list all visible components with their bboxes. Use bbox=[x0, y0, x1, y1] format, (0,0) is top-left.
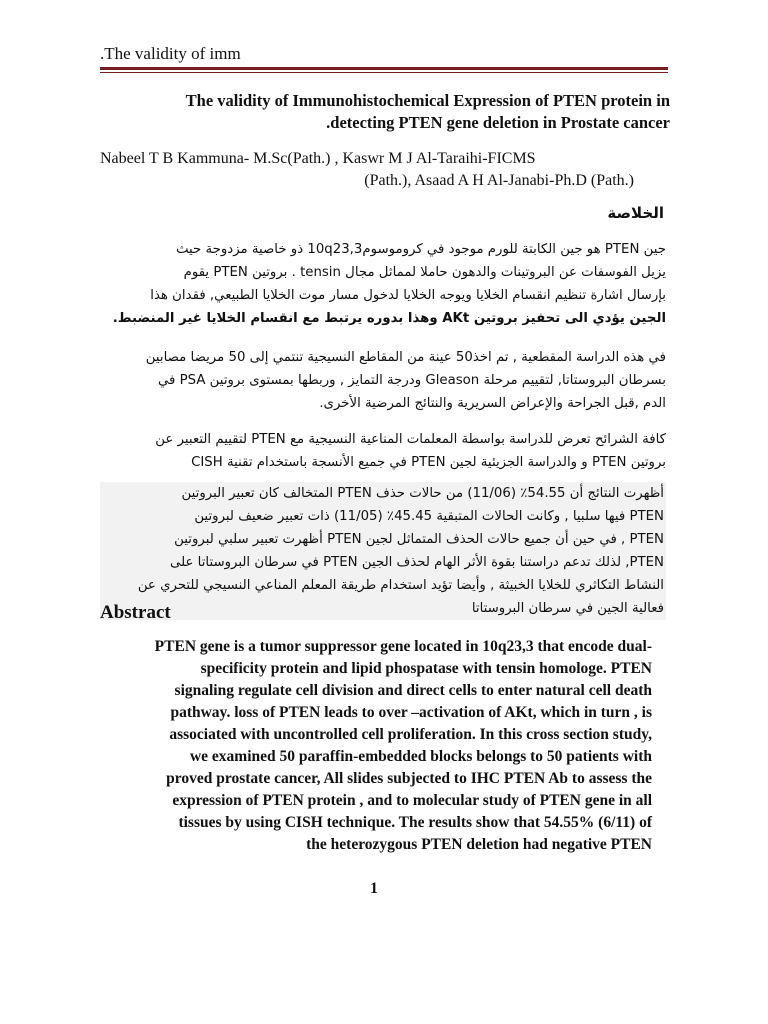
abstract-heading: Abstract bbox=[100, 602, 171, 623]
arabic-line: PTEN, لذلك تدعم دراستنا بقوة الأثر الهام لحذف الجين PTEN في سرطان البروستاتا على bbox=[170, 555, 664, 570]
arabic-line: الجين يؤدي الى تحفيز بروتين AKt وهذا بدوره يرتبط مع انقسام الخلايا غير المنضبط. bbox=[112, 311, 666, 326]
abstract-line: expression of PTEN protein , and to molecular study of PTEN gene in all bbox=[172, 792, 652, 809]
arabic-line: كافة الشرائح تعرض للدراسة بواسطة المعلمات المناعية النسيجية مع PTEN لتقييم التعبير عن bbox=[155, 432, 666, 447]
abstract-line: specificity protein and lipid phospatase with tensin homologe. PTEN bbox=[200, 660, 652, 677]
paper-title-line: The validity of Immunohistochemical Expression of PTEN protein in bbox=[185, 91, 670, 110]
author-list bbox=[100, 148, 670, 192]
arabic-line: PTEN فيها سلبيا , وكانت الحالات المتبقية 45.45٪ (11/05) ذات تعبير ضعيف لبروتين bbox=[194, 509, 664, 524]
arabic-line: PTEN , في حين أن جميع حالات الحذف المتماثل لجين PTEN أظهرت تعبير سلبي لبروتين bbox=[174, 532, 664, 547]
arabic-line: يزيل الفوسفات عن البروتينات والدهون حاملا لمماثل مجال tensin . بروتين PTEN يقوم bbox=[183, 265, 666, 280]
arabic-line: أظهرت النتائج أن 54.55٪ (11/06) من حالات حذف PTEN المتخالف كان تعبير البروتين bbox=[181, 486, 664, 501]
arabic-summary-heading: الخلاصة bbox=[607, 204, 664, 222]
arabic-paragraph-1 bbox=[100, 238, 666, 330]
abstract-body bbox=[100, 636, 652, 856]
running-header: .The validity of imm bbox=[100, 44, 241, 63]
abstract-line: proved prostate cancer, All slides subjected to IHC PTEN Ab to assess the bbox=[166, 770, 652, 787]
page-number: 1 bbox=[370, 880, 378, 897]
arabic-line: النشاط التكاثري للخلايا الخبيثة , وأيضا تؤيد استخدام طريقة المعلم المناعي النسيجي للتحري عن bbox=[137, 578, 664, 593]
header-rule-thin bbox=[100, 72, 668, 73]
abstract-line: associated with uncontrolled cell proliferation. In this cross section study, bbox=[169, 726, 652, 743]
arabic-paragraph-4-highlighted bbox=[100, 482, 666, 620]
arabic-line: بروتين PTEN و والدراسة الجزيئية لجين PTEN في جميع الأنسجة باستخدام تقنية CISH bbox=[191, 455, 666, 470]
abstract-line: pathway. loss of PTEN leads to over –activation of AKt, which in turn , is bbox=[170, 704, 652, 721]
abstract-line: tissues by using CISH technique. The results show that 54.55% (6/11) of bbox=[178, 814, 652, 831]
paper-title-line: .detecting PTEN gene deletion in Prostate cancer bbox=[326, 113, 670, 132]
author-line: Nabeel T B Kammuna- M.Sc(Path.) , Kaswr M J Al-Taraihi-FICMS bbox=[100, 150, 536, 167]
arabic-line: الدم ,قبل الجراحة والإعراض السريرية والنتائج المرضية الأخرى. bbox=[319, 396, 666, 411]
arabic-line: بسرطان البروستاتا, لتقييم مرحلة Gleason ودرجة التمايز , وربطها بمستوى بروتين PSA في bbox=[157, 373, 666, 388]
arabic-line: بإرسال اشارة تنظيم انقسام الخلايا ويوجه الخلايا لدخول مسار موت الخلايا الطبيعي, فقدان هذا bbox=[150, 288, 666, 303]
paper-title bbox=[100, 90, 670, 134]
arabic-line: فعالية الجين في سرطان البروستاتا bbox=[471, 601, 664, 616]
arabic-line: في هذه الدراسة المقطعية , تم اخذ50 عينة من المقاطع النسيجية تنتمي إلى 50 مريضا مصابين bbox=[145, 350, 666, 365]
header-rule-thick bbox=[100, 67, 668, 70]
arabic-paragraph-3 bbox=[100, 428, 666, 474]
abstract-line: the heterozygous PTEN deletion had negative PTEN bbox=[306, 836, 652, 853]
arabic-line: جين PTEN هو جين الكابتة للورم موجود في كروموسوم10q23,3 ذو خاصية مزدوجة حيث bbox=[175, 242, 666, 257]
abstract-line: PTEN gene is a tumor suppressor gene located in 10q23,3 that encode dual- bbox=[154, 638, 652, 655]
abstract-line: we examined 50 paraffin-embedded blocks belongs to 50 patients with bbox=[189, 748, 652, 765]
abstract-line: signaling regulate cell division and direct cells to enter natural cell death bbox=[174, 682, 652, 699]
arabic-paragraph-2 bbox=[100, 346, 666, 415]
author-line: (Path.), Asaad A H Al-Janabi-Ph.D (Path.) bbox=[364, 172, 634, 189]
